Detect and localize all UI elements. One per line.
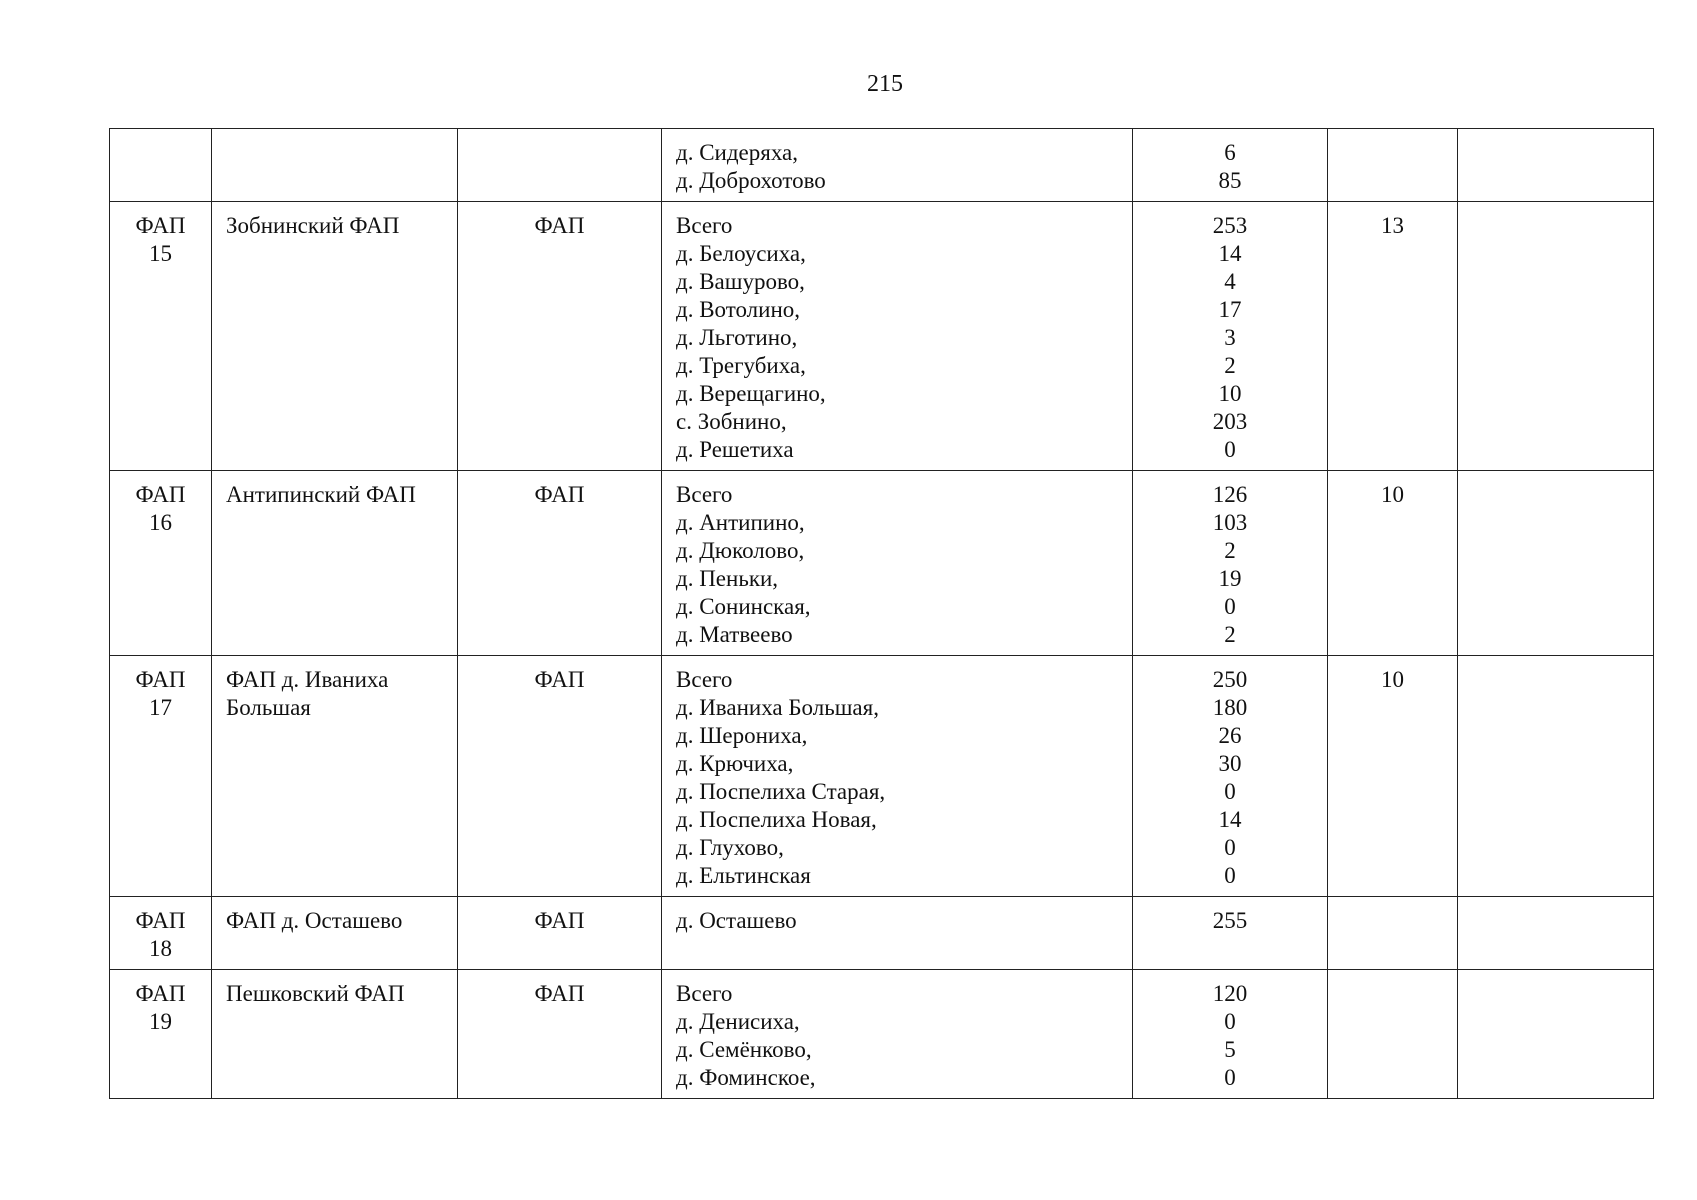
note-cell: [1458, 970, 1654, 1099]
facility-type: ФАП: [534, 981, 585, 1006]
settlement-name: д. Поспелиха Старая,: [676, 779, 886, 804]
row-number-cell: [110, 129, 212, 202]
note-cell: [1458, 656, 1654, 897]
population-value: 120: [1212, 981, 1248, 1006]
population-cell: [1133, 970, 1328, 1099]
settlement-name: д. Глухово,: [676, 835, 784, 860]
population-value: 103: [1212, 510, 1248, 535]
population-value: 250: [1212, 667, 1248, 692]
facility-name-cell: [212, 656, 458, 897]
note-cell: [1458, 129, 1654, 202]
facility-name-cell: [212, 897, 458, 970]
facility-name-line: Антипинский ФАП: [226, 482, 416, 507]
row-number-line: ФАП: [135, 213, 186, 238]
population-value: 255: [1212, 908, 1248, 933]
extra-value-cell: [1328, 202, 1458, 471]
facility-name-cell: [212, 471, 458, 656]
settlement-name: с. Зобнино,: [676, 409, 787, 434]
extra-value: 13: [1381, 213, 1404, 238]
page-number: 215: [867, 71, 903, 97]
facility-type-cell: [458, 656, 662, 897]
settlement-name: д. Сидеряха,: [676, 140, 798, 165]
population-value: 2: [1224, 622, 1236, 647]
population-value: 180: [1212, 695, 1248, 720]
population-value: 6: [1224, 140, 1236, 165]
row-number-cell: [110, 970, 212, 1099]
note-cell: [1458, 202, 1654, 471]
population-cell: [1133, 202, 1328, 471]
settlement-name: Всего: [676, 482, 733, 507]
settlement-name: д. Семёнково,: [676, 1037, 812, 1062]
settlement-name: Всего: [676, 213, 733, 238]
facility-name-line: ФАП д. Иваниха: [226, 667, 389, 692]
facility-type: ФАП: [534, 908, 585, 933]
table-row: [110, 471, 1654, 656]
settlement-name: д. Пеньки,: [676, 566, 779, 591]
row-number-line: ФАП: [135, 482, 186, 507]
extra-value-cell: [1328, 897, 1458, 970]
population-value: 17: [1218, 297, 1242, 322]
facility-type-cell: [458, 202, 662, 471]
settlement-name: д. Дюколово,: [676, 538, 805, 563]
settlement-name: д. Поспелиха Новая,: [676, 807, 877, 832]
facility-type: ФАП: [534, 482, 585, 507]
population-value: 2: [1224, 538, 1236, 563]
population-value: 253: [1212, 213, 1248, 238]
population-value: 30: [1218, 751, 1242, 776]
row-number-cell: [110, 202, 212, 471]
settlement-name: д. Иваниха Большая,: [676, 695, 879, 720]
extra-value-cell: [1328, 471, 1458, 656]
population-value: 0: [1224, 1065, 1236, 1090]
settlement-name: д. Трегубиха,: [676, 353, 806, 378]
note-cell: [1458, 471, 1654, 656]
settlement-name: д. Льготино,: [676, 325, 798, 350]
population-cell: [1133, 129, 1328, 202]
row-number-line: 19: [149, 1009, 172, 1034]
row-number-line: 16: [149, 510, 172, 535]
population-value: 0: [1224, 863, 1236, 888]
settlement-name: д. Верещагино,: [676, 381, 826, 406]
facility-name-line: Большая: [226, 695, 311, 720]
population-value: 85: [1218, 168, 1242, 193]
settlement-name: д. Антипино,: [676, 510, 805, 535]
facility-type-cell: [458, 897, 662, 970]
row-number-cell: [110, 897, 212, 970]
population-value: 3: [1224, 325, 1236, 350]
facility-type-cell: [458, 471, 662, 656]
population-value: 2: [1224, 353, 1236, 378]
settlement-name: д. Доброхотово: [676, 168, 826, 193]
population-cell: [1133, 471, 1328, 656]
population-value: 203: [1212, 409, 1248, 434]
settlements-cell: [662, 129, 1133, 202]
settlement-name: д. Сонинская,: [676, 594, 811, 619]
row-number-line: 18: [149, 936, 172, 961]
population-value: 0: [1224, 835, 1236, 860]
settlement-name: д. Решетиха: [676, 437, 794, 462]
settlement-name: д. Денисиха,: [676, 1009, 800, 1034]
settlement-name: д. Белоусиха,: [676, 241, 806, 266]
settlements-cell: [662, 656, 1133, 897]
row-number-line: 15: [149, 241, 172, 266]
extra-value-cell: [1328, 129, 1458, 202]
settlements-cell: [662, 897, 1133, 970]
population-value: 4: [1224, 269, 1236, 294]
row-number-line: ФАП: [135, 667, 186, 692]
population-value: 0: [1224, 437, 1236, 462]
population-value: 0: [1224, 1009, 1236, 1034]
extra-value: 10: [1381, 482, 1404, 507]
population-value: 14: [1218, 241, 1242, 266]
settlement-name: д. Вашурово,: [676, 269, 805, 294]
note-cell: [1458, 897, 1654, 970]
table-row: [110, 897, 1654, 970]
table-row: [110, 656, 1654, 897]
population-value: 126: [1212, 482, 1248, 507]
facility-type: ФАП: [534, 213, 585, 238]
settlement-name: д. Фоминское,: [676, 1065, 816, 1090]
facilities-table: [109, 128, 1654, 1099]
row-number-cell: [110, 471, 212, 656]
extra-value-cell: [1328, 970, 1458, 1099]
row-number-line: ФАП: [135, 981, 186, 1006]
settlement-name: д. Матвеево: [676, 622, 793, 647]
settlement-name: д. Крючиха,: [676, 751, 794, 776]
settlement-name: Всего: [676, 981, 733, 1006]
population-cell: [1133, 897, 1328, 970]
population-value: 26: [1218, 723, 1242, 748]
facility-name-line: Пешковский ФАП: [226, 981, 405, 1006]
facility-name-line: Зобнинский ФАП: [226, 213, 400, 238]
table-row: [110, 129, 1654, 202]
facility-type: ФАП: [534, 667, 585, 692]
facility-name-cell: [212, 970, 458, 1099]
row-number-cell: [110, 656, 212, 897]
population-value: 0: [1224, 594, 1236, 619]
facility-type-cell: [458, 129, 662, 202]
extra-value-cell: [1328, 656, 1458, 897]
table-row: [110, 202, 1654, 471]
population-value: 14: [1218, 807, 1242, 832]
settlement-name: Всего: [676, 667, 733, 692]
population-value: 19: [1218, 566, 1242, 591]
row-number-line: ФАП: [135, 908, 186, 933]
row-number-line: 17: [149, 695, 172, 720]
settlements-cell: [662, 970, 1133, 1099]
population-value: 5: [1224, 1037, 1236, 1062]
facility-type-cell: [458, 970, 662, 1099]
population-cell: [1133, 656, 1328, 897]
settlement-name: д. Ельтинская: [676, 863, 811, 888]
facility-name-line: ФАП д. Осташево: [226, 908, 403, 933]
facility-name-cell: [212, 202, 458, 471]
facility-name-cell: [212, 129, 458, 202]
settlements-cell: [662, 202, 1133, 471]
table-row: [110, 970, 1654, 1099]
settlement-name: д. Вотолино,: [676, 297, 801, 322]
extra-value: 10: [1381, 667, 1404, 692]
settlements-cell: [662, 471, 1133, 656]
population-value: 10: [1218, 381, 1242, 406]
population-value: 0: [1224, 779, 1236, 804]
settlement-name: д. Шерониха,: [676, 723, 808, 748]
settlement-name: д. Осташево: [676, 908, 797, 933]
table-body: [110, 129, 1654, 1099]
